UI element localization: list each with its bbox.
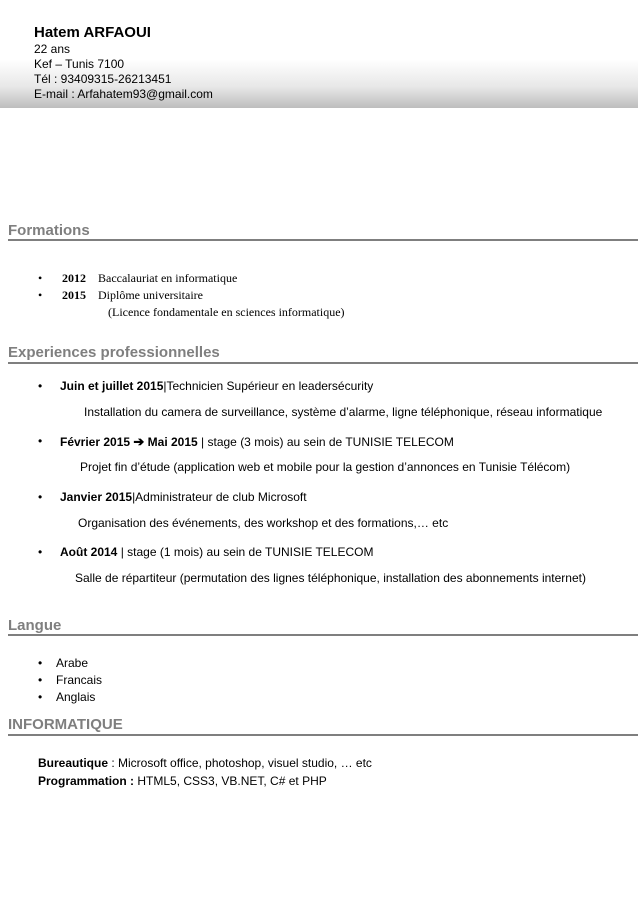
candidate-city: Kef – Tunis 7100	[34, 57, 125, 71]
cv-header	[0, 0, 638, 108]
bullet-icon: •	[38, 434, 43, 448]
arrow-right-icon: ➔	[133, 434, 145, 449]
experience-date-from: Février 2015	[60, 435, 131, 449]
experience-role: | stage (3 mois) au sein de TUNISIE TELECOM	[201, 435, 454, 449]
experience-line	[60, 545, 373, 559]
experience-description: Organisation des événements, des workshop et des formations,… etc	[78, 516, 449, 530]
experience-date: Août 2014	[60, 545, 118, 559]
formation-text: Diplôme universitaire	[98, 288, 203, 302]
experience-date: Janvier 2015	[60, 490, 133, 504]
bullet-icon: •	[38, 690, 43, 704]
skill-label: Programmation :	[38, 774, 135, 788]
contact-block	[34, 24, 213, 102]
bullet-icon: •	[38, 379, 43, 393]
experience-role: |Technicien Supérieur en leadersécurity	[163, 379, 374, 393]
formation-year: 2015	[62, 288, 86, 302]
language-name: Arabe	[56, 656, 89, 670]
experience-description: Installation du camera de surveillance, système d’alarme, ligne téléphonique, réseau informatique	[84, 405, 603, 419]
experience-date: Juin et juillet 2015	[60, 379, 164, 393]
section-title-informatique: INFORMATIQUE	[8, 716, 123, 733]
skill-value: HTML5, CSS3, VB.NET, C# et PHP	[134, 774, 327, 788]
bullet-icon: •	[38, 271, 43, 285]
experience-line	[60, 490, 307, 504]
bullet-icon: •	[38, 490, 43, 504]
skill-label: Bureautique	[38, 756, 109, 770]
language-name: Anglais	[56, 690, 96, 704]
formation-subtext: (Licence fondamentale en sciences informatique)	[108, 305, 345, 319]
section-title-experiences: Experiences professionnelles	[8, 344, 220, 361]
candidate-age: 22 ans	[34, 42, 71, 56]
section-divider	[8, 239, 638, 241]
experience-role: |Administrateur de club Microsoft	[132, 490, 307, 504]
section-title-langue: Langue	[8, 617, 62, 634]
candidate-name: Hatem ARFAOUI	[34, 24, 151, 41]
candidate-email: E-mail : Arfahatem93@gmail.com	[34, 87, 213, 101]
skill-bureautique	[38, 756, 372, 770]
section-divider	[8, 362, 638, 364]
candidate-phone: Tél : 93409315-26213451	[34, 72, 172, 86]
formation-year: 2012	[62, 271, 86, 285]
experience-date-to: Mai 2015	[147, 435, 198, 449]
bullet-icon: •	[38, 656, 43, 670]
section-divider	[8, 734, 638, 736]
skill-programmation	[38, 774, 327, 788]
section-divider	[8, 634, 638, 636]
experience-description: Salle de répartiteur (permutation des lignes téléphonique, installation des abonnements internet)	[75, 571, 586, 585]
skill-value: : Microsoft office, photoshop, visuel studio, … etc	[108, 756, 372, 770]
experience-line	[60, 434, 454, 450]
formation-text: Baccalauriat en informatique	[98, 271, 238, 285]
experience-line	[60, 379, 373, 393]
experience-description: Projet fin d’étude (application web et mobile pour la gestion d’annonces en Tunisie Télécom)	[80, 460, 571, 474]
bullet-icon: •	[38, 545, 43, 559]
experience-role: | stage (1 mois) au sein de TUNISIE TELECOM	[120, 545, 374, 559]
bullet-icon: •	[38, 288, 43, 302]
section-title-formations: Formations	[8, 222, 90, 239]
language-name: Francais	[56, 673, 103, 687]
bullet-icon: •	[38, 673, 43, 687]
